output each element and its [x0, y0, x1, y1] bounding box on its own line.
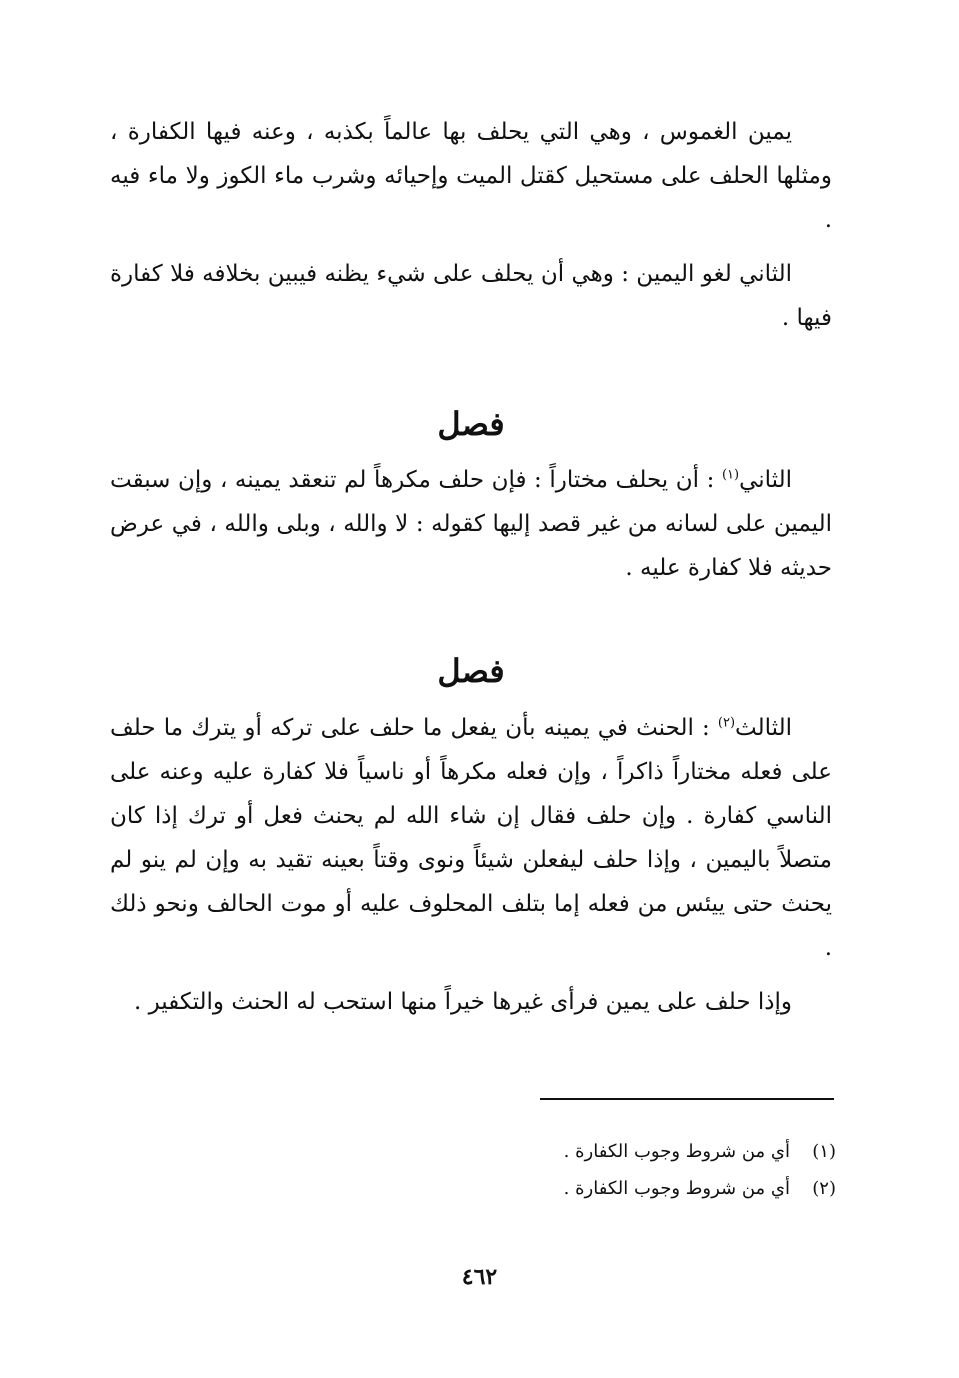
footnote-1-text: أي من شروط وجوب الكفارة .	[563, 1141, 790, 1162]
section-2-body	[110, 706, 832, 1024]
paragraph-section-1	[110, 458, 832, 590]
section-2-lead: الثالث	[735, 715, 792, 741]
footnote-2-number: (٢)	[812, 1178, 836, 1199]
paragraph-tahnith: وإذا حلف على يمين فرأى غيرها خيراً منها استحب له الحنث والتكفير .	[133, 989, 792, 1015]
footnote-1-number: (١)	[812, 1141, 836, 1162]
section-heading-2: فصل	[437, 652, 505, 690]
top-paragraphs	[110, 110, 832, 340]
page-number: ٤٦٢	[461, 1264, 498, 1290]
paragraph-ghamus: يمين الغموس ، وهي التي يحلف بها عالماً بكذبه ، وعنه فيها الكفارة ، ومثلها الحلف على مستحيل كقتل الميت وإحيائه وشرب ماء الكوز ولا ماء فيه .	[110, 119, 832, 233]
section-1-text: : أن يحلف مختاراً : فإن حلف مكرهاً لم تنعقد يمينه ، وإن سبقت اليمين على لسانه من غير قصد إليها كقوله : لا والله ، وبلى والله ، في عرض حديثه فلا كفارة عليه .	[110, 467, 832, 581]
footnote-divider	[540, 1098, 834, 1100]
footnotes	[400, 1133, 836, 1207]
footnote-ref-1[interactable]: (١)	[721, 467, 740, 483]
footnote-2	[400, 1170, 836, 1207]
footnote-2-text: أي من شروط وجوب الكفارة .	[563, 1178, 790, 1199]
section-2-text: : الحنث في يمينه بأن يفعل ما حلف على تركه أو يترك ما حلف على فعله مختاراً ذاكراً ، وإن فعله مكرهاً أو ناسياً فلا كفارة عليه وعنه على الناسي كفارة . وإن حلف فقال إن شاء الله لم يحنث فعل أو ترك إذا كان متصلاً باليمين ، وإذا حلف ليفعلن شيئاً ونوى وقتاً بعينه تقيد به وإن لم ينو لم يحنث حتى ييئس من فعله إما بتلف المحلوف عليه أو موت الحالف ونحو ذلك .	[110, 715, 832, 961]
section-1-lead: الثاني	[739, 467, 792, 493]
paragraph-laghw: الثاني لغو اليمين : وهي أن يحلف على شيء يظنه فيبين بخلافه فلا كفارة فيها .	[110, 261, 832, 331]
paragraph-section-2	[110, 706, 832, 970]
footnote-1	[400, 1133, 836, 1170]
section-1-body	[110, 458, 832, 590]
section-heading-1: فصل	[437, 405, 505, 443]
footnote-ref-2[interactable]: (٢)	[717, 715, 736, 731]
